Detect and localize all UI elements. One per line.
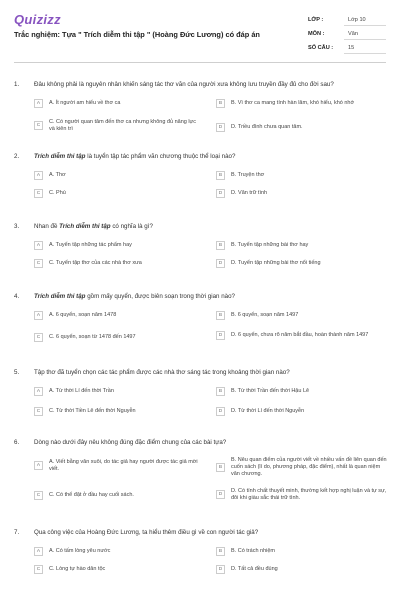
option-letter: D bbox=[216, 490, 225, 499]
meta-label: LỚP : bbox=[308, 17, 324, 23]
work-title: Trích diễm thi tập bbox=[59, 223, 111, 230]
meta-value: 15 bbox=[344, 43, 386, 54]
option-b[interactable] bbox=[216, 387, 394, 396]
work-title: Trích diễm thi tập bbox=[34, 293, 86, 300]
option-text: B. Tuyển tập những bài thơ hay bbox=[231, 242, 309, 249]
option-text: C. Tuyển tập thơ của các nhà thơ xưa bbox=[49, 260, 142, 267]
option-d[interactable] bbox=[216, 123, 394, 132]
question-text-pre: Nhan đề bbox=[34, 223, 60, 230]
option-letter: D bbox=[216, 189, 225, 198]
option-b[interactable] bbox=[216, 311, 394, 320]
option-letter: B bbox=[216, 241, 225, 250]
option-b[interactable] bbox=[216, 171, 394, 180]
option-letter: A bbox=[34, 387, 43, 396]
meta-label: SỐ CÂU : bbox=[308, 45, 334, 51]
question-text-rest: là tuyển tập tác phẩm văn chương thuộc thể loại nào? bbox=[85, 153, 236, 160]
option-text: D. Có tính chất thuyết minh, thường kết hợp nghị luận và tự sự, đôi khi giàu sắc thái trữ tình. bbox=[231, 488, 387, 501]
option-text: B. 6 quyển, soạn năm 1497 bbox=[231, 312, 299, 319]
option-c[interactable] bbox=[34, 119, 212, 133]
question-number: 6. bbox=[14, 439, 20, 446]
option-letter: C bbox=[34, 565, 43, 574]
option-letter: C bbox=[34, 407, 43, 416]
option-letter: D bbox=[216, 565, 225, 574]
option-text: D. Tuyển tập những bài thơ nổi tiếng bbox=[231, 260, 321, 267]
option-c[interactable] bbox=[34, 565, 212, 574]
question-stem bbox=[14, 153, 386, 161]
question-text-rest: gồm mấy quyển, được biên soạn trong thời gian nào? bbox=[85, 293, 235, 300]
option-letter: D bbox=[216, 407, 225, 416]
option-text: C. Phú bbox=[49, 190, 66, 197]
question-text-rest: có nghĩa là gì? bbox=[110, 223, 153, 230]
option-text: A. Viết bằng văn xuôi, do tác giả hay người được tác giả mời viết. bbox=[49, 459, 198, 472]
option-text: A. Ít người am hiểu về thơ ca bbox=[49, 100, 121, 107]
option-a[interactable] bbox=[34, 241, 212, 250]
option-letter: C bbox=[34, 189, 43, 198]
option-text: B. Vì thơ ca mang tính hàn lâm, khó hiểu, khó nhớ bbox=[231, 100, 355, 107]
option-text: A. Từ thời Lí đến thời Trần bbox=[49, 388, 114, 395]
meta-question-count bbox=[308, 41, 386, 55]
option-text: B. Nêu quan điểm của người viết về nhiều vấn đề liên quan đến cuốn sách (lí do, phương pháp, đặc điểm), nhất là quan niệm văn chương. bbox=[231, 457, 387, 477]
option-letter: B bbox=[216, 311, 225, 320]
option-text: D. Từ thời Lí đến thời Nguyễn bbox=[231, 408, 305, 415]
question-number: 2. bbox=[14, 153, 20, 160]
option-b[interactable] bbox=[216, 547, 394, 556]
option-letter: A bbox=[34, 241, 43, 250]
question-text: Tập thơ đã tuyển chọn các tác phẩm được các nhà thơ sáng tác trong khoảng thời gian nào? bbox=[34, 369, 290, 376]
meta-info bbox=[308, 13, 386, 55]
option-c[interactable] bbox=[34, 407, 212, 416]
question-text bbox=[34, 293, 235, 300]
option-text: A. Thơ bbox=[49, 172, 66, 179]
option-letter: D bbox=[216, 123, 225, 132]
option-text: A. Tuyển tập những tác phẩm hay bbox=[49, 242, 132, 249]
option-a[interactable] bbox=[34, 547, 212, 556]
question-number: 7. bbox=[14, 529, 20, 536]
question-text bbox=[34, 223, 153, 230]
option-d[interactable] bbox=[216, 565, 394, 574]
option-c[interactable] bbox=[34, 189, 212, 198]
option-d[interactable] bbox=[216, 407, 394, 416]
option-text: C. 6 quyển, soạn từ 1478 đến 1497 bbox=[49, 334, 136, 341]
option-text: C. Lòng tự hào dân tộc bbox=[49, 566, 106, 573]
meta-class bbox=[308, 13, 386, 27]
option-text: C. Có người quan tâm đến thơ ca nhưng không đủ năng lực và kiên trì bbox=[49, 119, 196, 132]
option-a[interactable] bbox=[34, 311, 212, 320]
option-c[interactable] bbox=[34, 259, 212, 268]
worksheet-header bbox=[14, 0, 386, 63]
question-number: 4. bbox=[14, 293, 20, 300]
meta-value: Văn bbox=[344, 29, 386, 40]
meta-subject bbox=[308, 27, 386, 41]
option-d[interactable] bbox=[216, 189, 394, 198]
option-text: D. 6 quyển, chưa rõ năm bắt đầu, hoàn thành năm 1497 bbox=[231, 332, 369, 339]
option-letter: A bbox=[34, 547, 43, 556]
question-number: 1. bbox=[14, 81, 20, 88]
option-text: A. Có tấm lòng yêu nước bbox=[49, 548, 111, 555]
option-text: B. Từ thời Trần đến thời Hậu Lê bbox=[231, 388, 310, 395]
option-b[interactable] bbox=[216, 241, 394, 250]
option-c[interactable] bbox=[34, 491, 212, 500]
option-b[interactable] bbox=[216, 457, 394, 477]
option-letter: D bbox=[216, 331, 225, 340]
question-number: 5. bbox=[14, 369, 20, 376]
option-letter: B bbox=[216, 171, 225, 180]
option-letter: A bbox=[34, 461, 43, 470]
option-d[interactable] bbox=[216, 259, 394, 268]
option-letter: A bbox=[34, 311, 43, 320]
option-text: D. Triều đình chưa quan tâm. bbox=[231, 124, 303, 131]
option-letter: C bbox=[34, 121, 43, 130]
question-text: Qua công việc của Hoàng Đức Lương, ta hiểu thêm điều gì về con người tác giả? bbox=[34, 529, 259, 536]
option-letter: C bbox=[34, 491, 43, 500]
option-text: C. Có thể đặt ở đầu hay cuối sách. bbox=[49, 492, 134, 499]
option-letter: B bbox=[216, 547, 225, 556]
option-letter: B bbox=[216, 99, 225, 108]
option-d[interactable] bbox=[216, 488, 394, 502]
question-stem bbox=[14, 369, 386, 377]
quizizz-logo[interactable]: Quizizz bbox=[14, 12, 61, 27]
option-b[interactable] bbox=[216, 99, 394, 108]
option-text: A. 6 quyển, soạn năm 1478 bbox=[49, 312, 117, 319]
option-a[interactable] bbox=[34, 171, 212, 180]
page-title: Trắc nghiệm: Tựa " Trích diễm thi tập " (Hoàng Đức Lương) có đáp án bbox=[14, 30, 260, 39]
option-a[interactable] bbox=[34, 459, 212, 473]
question-stem bbox=[14, 293, 386, 301]
option-text: B. Truyện thơ bbox=[231, 172, 265, 179]
work-title: Trích diễm thi tập bbox=[34, 153, 86, 160]
option-letter: A bbox=[34, 171, 43, 180]
question-stem bbox=[14, 81, 386, 89]
option-c[interactable] bbox=[34, 333, 212, 342]
question-stem bbox=[14, 439, 386, 447]
option-text: D. Văn trữ tình bbox=[231, 190, 268, 197]
option-letter: B bbox=[216, 387, 225, 396]
option-text: D. Tất cả đều đúng bbox=[231, 566, 278, 573]
option-a[interactable] bbox=[34, 387, 212, 396]
question-stem bbox=[14, 223, 386, 231]
meta-label: MÔN : bbox=[308, 31, 325, 37]
option-letter: D bbox=[216, 259, 225, 268]
question-text bbox=[34, 153, 235, 160]
option-text: C. Từ thời Tiền Lê đến thời Nguyễn bbox=[49, 408, 136, 415]
option-d[interactable] bbox=[216, 331, 394, 340]
option-text: B. Có trách nhiệm bbox=[231, 548, 276, 555]
question-number: 3. bbox=[14, 223, 20, 230]
question-text: Dòng nào dưới đây nêu không đúng đặc điểm chung của các bài tựa? bbox=[34, 439, 227, 446]
option-letter: C bbox=[34, 259, 43, 268]
question-text: Đâu không phải là nguyên nhân khiến sáng tác thơ văn của người xưa không lưu truyền đầy đủ cho đời sau? bbox=[34, 81, 334, 88]
meta-value: Lớp 10 bbox=[344, 15, 386, 26]
question-stem bbox=[14, 529, 386, 537]
option-a[interactable] bbox=[34, 99, 212, 108]
option-letter: C bbox=[34, 333, 43, 342]
option-letter: A bbox=[34, 99, 43, 108]
option-letter: B bbox=[216, 463, 225, 472]
